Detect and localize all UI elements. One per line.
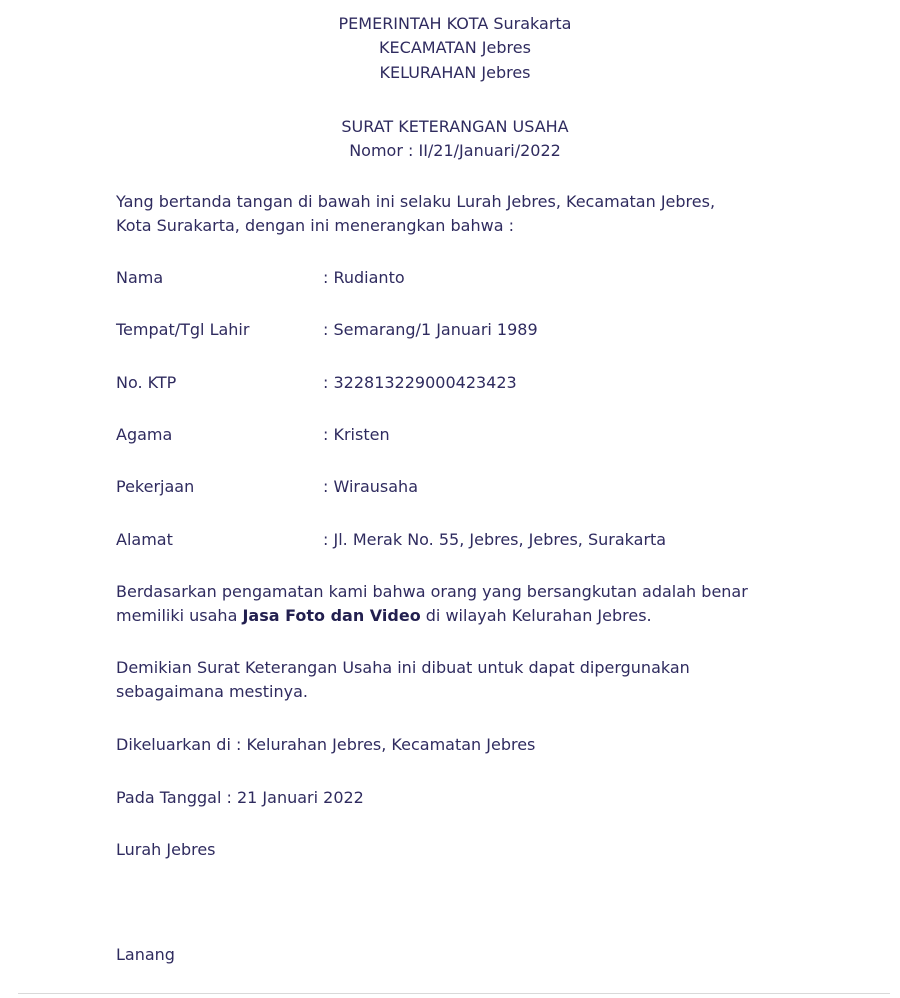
field-value-nama: : Rudianto — [323, 268, 405, 287]
intro-line-1: Yang bertanda tangan di bawah ini selaku Lurah Jebres, Kecamatan Jebres, — [116, 192, 716, 211]
letter-title: SURAT KETERANGAN USAHA — [341, 117, 569, 136]
statement-line-2 — [116, 605, 652, 627]
intro-line-2: Kota Surakarta, dengan ini menerangkan bahwa : — [116, 216, 514, 235]
field-label-nama: Nama — [116, 268, 164, 287]
field-label-ktp: No. KTP — [116, 373, 177, 392]
closing-line-2: sebagaimana mestinya. — [116, 682, 308, 701]
field-label-address: Alamat — [116, 530, 173, 549]
issued-date: Pada Tanggal : 21 Januari 2022 — [116, 788, 364, 807]
signature-title: Lurah Jebres — [116, 840, 216, 859]
header-district: KECAMATAN Jebres — [379, 38, 531, 57]
statement-suffix: di wilayah Kelurahan Jebres. — [420, 606, 652, 625]
header-village: KELURAHAN Jebres — [379, 63, 531, 82]
statement-prefix: memiliki usaha — [116, 606, 243, 625]
statement-line-1: Berdasarkan pengamatan kami bahwa orang yang bersangkutan adalah benar — [116, 582, 748, 601]
closing-line-1: Demikian Surat Keterangan Usaha ini dibuat untuk dapat dipergunakan — [116, 658, 690, 677]
bottom-divider — [18, 993, 890, 994]
business-name: Jasa Foto dan Video — [242, 606, 421, 625]
field-label-birth: Tempat/Tgl Lahir — [116, 320, 250, 339]
field-value-address: : Jl. Merak No. 55, Jebres, Jebres, Surakarta — [323, 530, 667, 549]
field-value-job: : Wirausaha — [323, 477, 418, 496]
field-value-birth: : Semarang/1 Januari 1989 — [323, 320, 538, 339]
field-value-ktp: : 322813229000423423 — [323, 373, 517, 392]
field-value-religion: : Kristen — [323, 425, 390, 444]
signature-name: Lanang — [116, 945, 175, 964]
field-label-job: Pekerjaan — [116, 477, 195, 496]
letter-number: Nomor : II/21/Januari/2022 — [349, 141, 561, 160]
issued-place: Dikeluarkan di : Kelurahan Jebres, Kecamatan Jebres — [116, 735, 536, 754]
header-government: PEMERINTAH KOTA Surakarta — [338, 14, 572, 33]
field-label-religion: Agama — [116, 425, 173, 444]
